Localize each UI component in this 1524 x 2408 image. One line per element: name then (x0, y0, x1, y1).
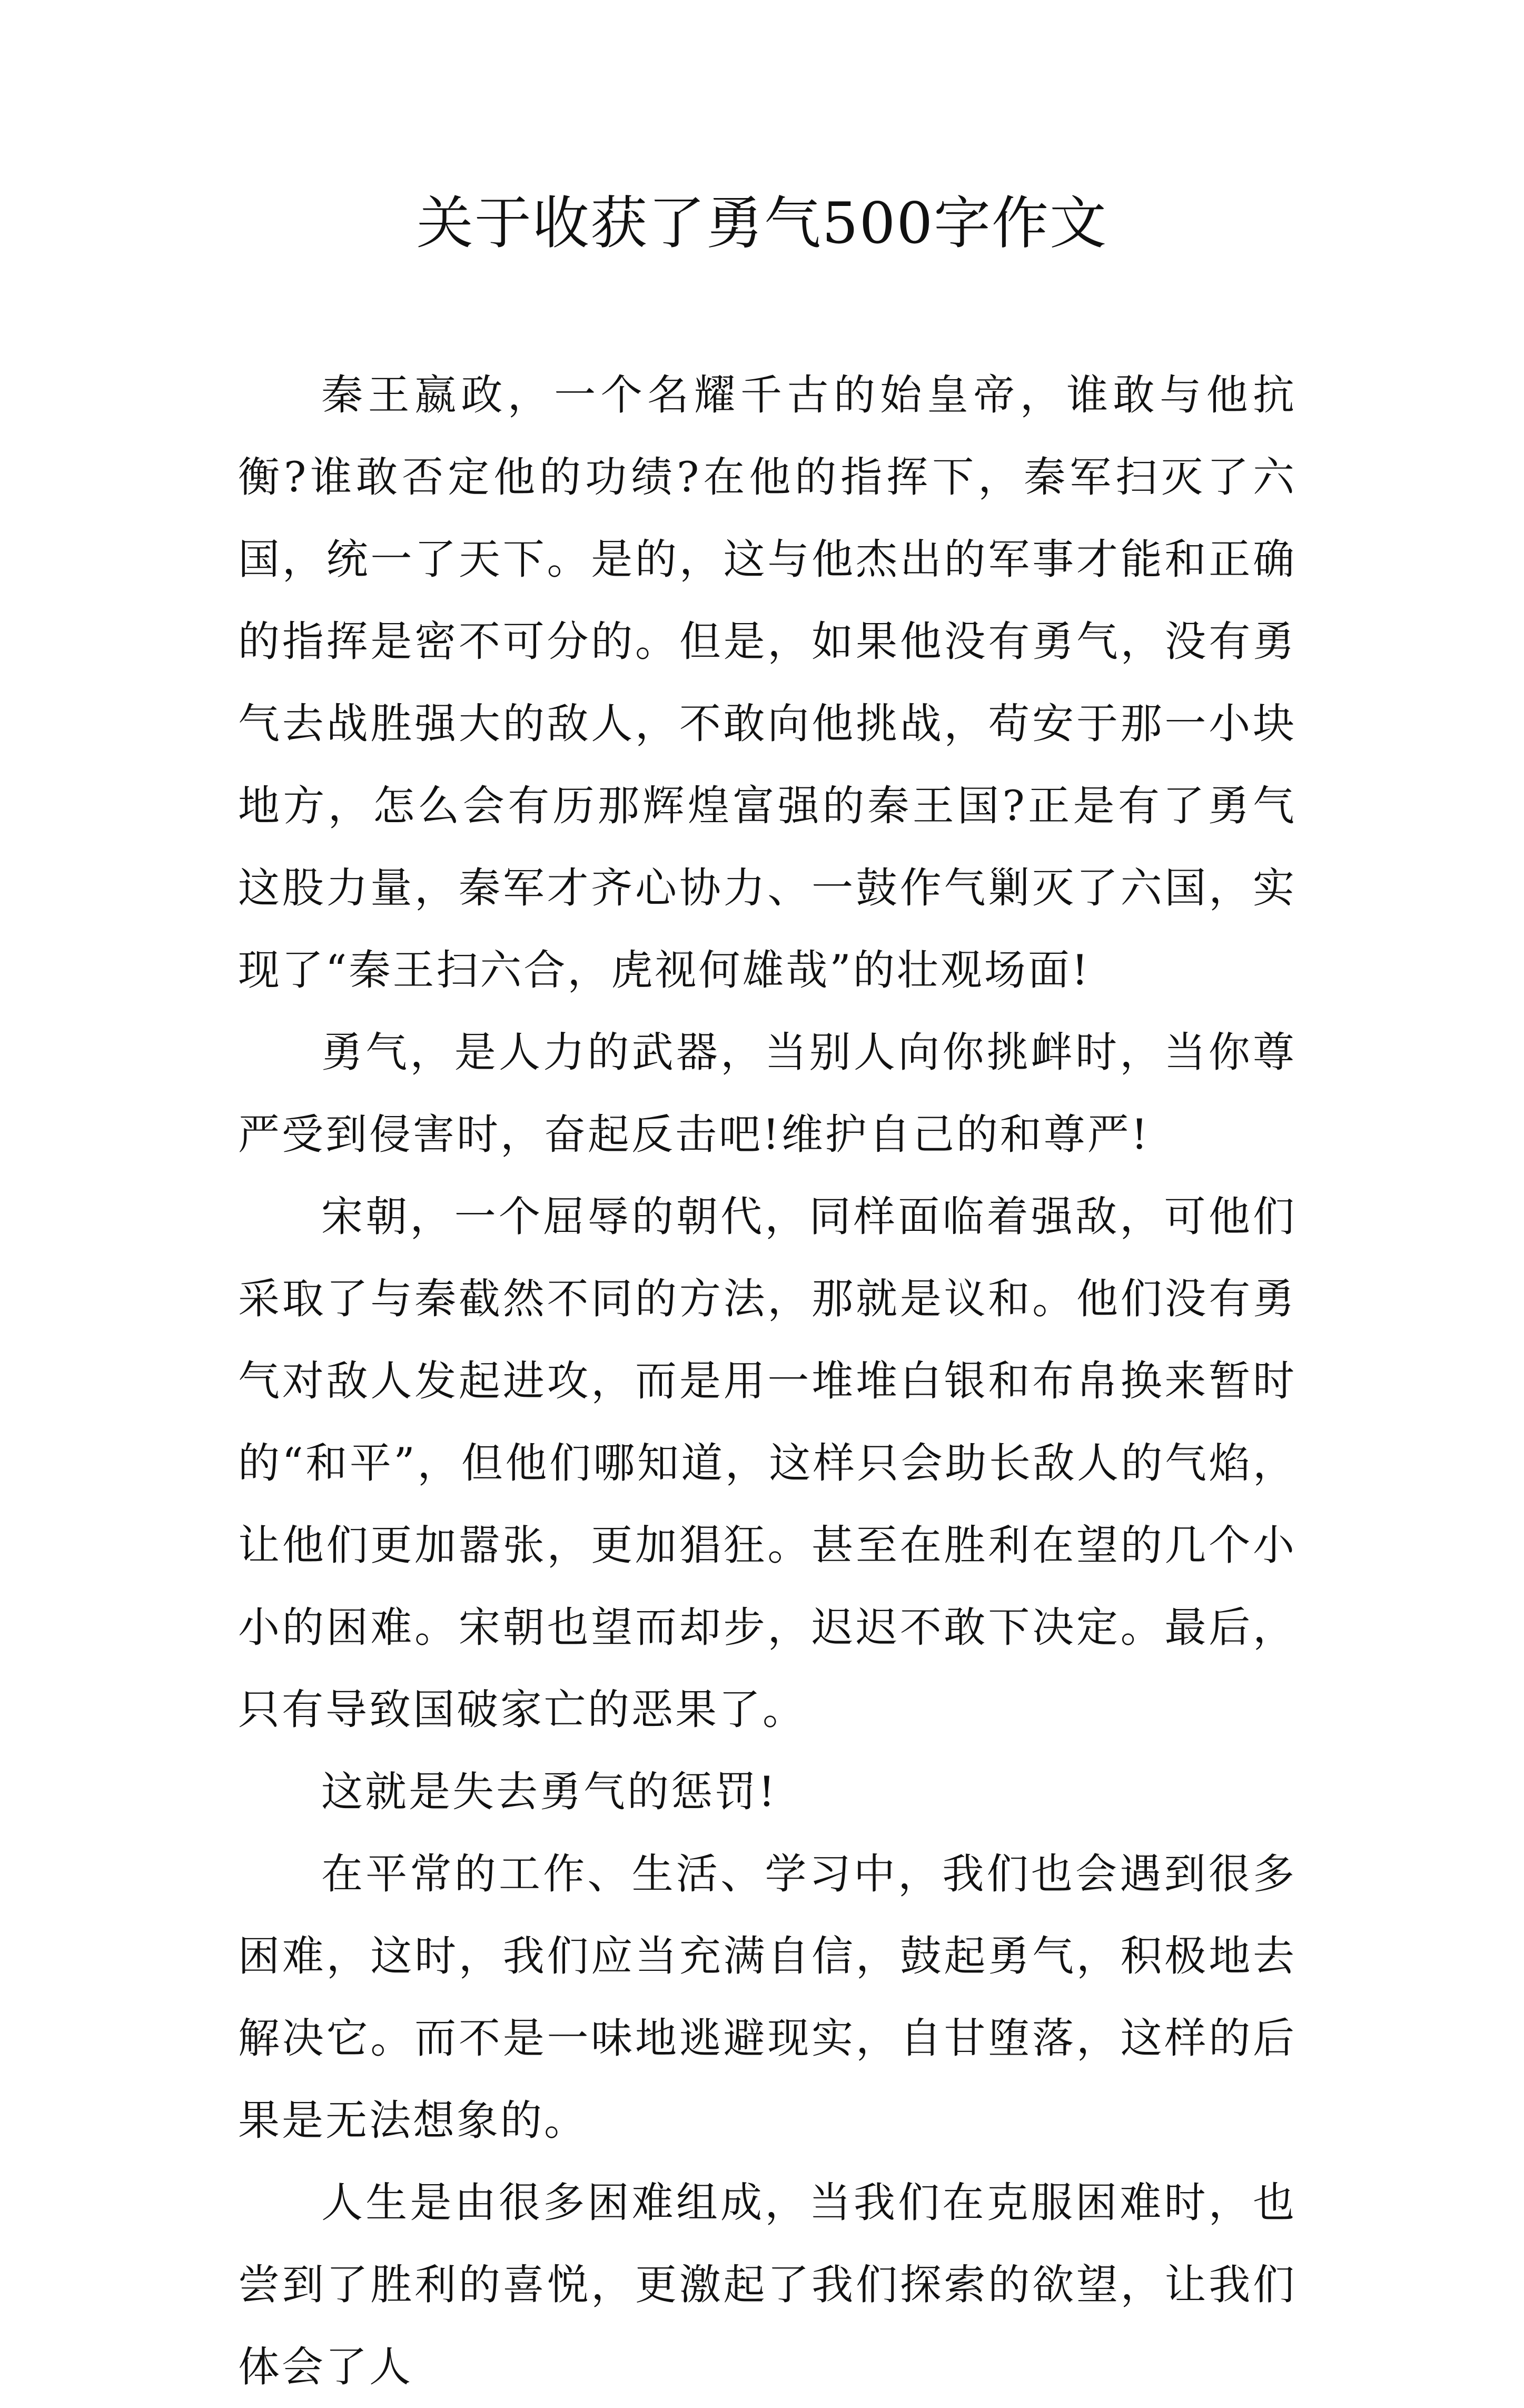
paragraph: 宋朝，一个屈辱的朝代，同样面临着强敌，可他们采取了与秦截然不同的方法，那就是议和。他们没有勇气对敌人发起进攻，而是用一堆堆白银和布帛换来暂时的“和平”，但他们哪知道，这样只会助长敌人的气焰，让他们更加嚣张，更加猖狂。甚至在胜利在望的几个小小的困难。宋朝也望而却步，迟迟不敢下决定。最后，只有导致国破家亡的恶果了。 (238, 1192, 1297, 1734)
paragraph: 在平常的工作、生活、学习中，我们也会遇到很多困难，这时，我们应当充满自信，鼓起勇气，积极地去解决它。而不是一味地逃避现实，自甘堕落，这样的后果是无法想象的。 (238, 1850, 1297, 2145)
paragraph: 人生是由很多困难组成，当我们在克服困难时，也尝到了胜利的喜悦，更激起了我们探索的欲望，让我们体会了人 (238, 2178, 1297, 2391)
paragraph: 秦王嬴政，一个名耀千古的始皇帝，谁敢与他抗衡?谁敢否定他的功绩?在他的指挥下，秦军扫灭了六国，统一了天下。是的，这与他杰出的军事才能和正确的指挥是密不可分的。但是，如果他没有勇气，没有勇气去战胜强大的敌人，不敢向他挑战，苟安于那一小块地方，怎么会有历那辉煌富强的秦王国?正是有了勇气这股力量，秦军才齐心协力、一鼓作气剿灭了六国，实现了“秦王扫六合，虎视何雄哉”的壮观场面! (238, 371, 1297, 994)
paragraph: 这就是失去勇气的惩罚! (321, 1768, 777, 1816)
document-title: 关于收获了勇气500字作文 (416, 191, 1108, 256)
document-body (238, 354, 1297, 2408)
paragraph: 勇气，是人力的武器，当别人向你挑衅时，当你尊严受到侵害时，奋起反击吧!维护自己的和尊严! (238, 1028, 1297, 1159)
